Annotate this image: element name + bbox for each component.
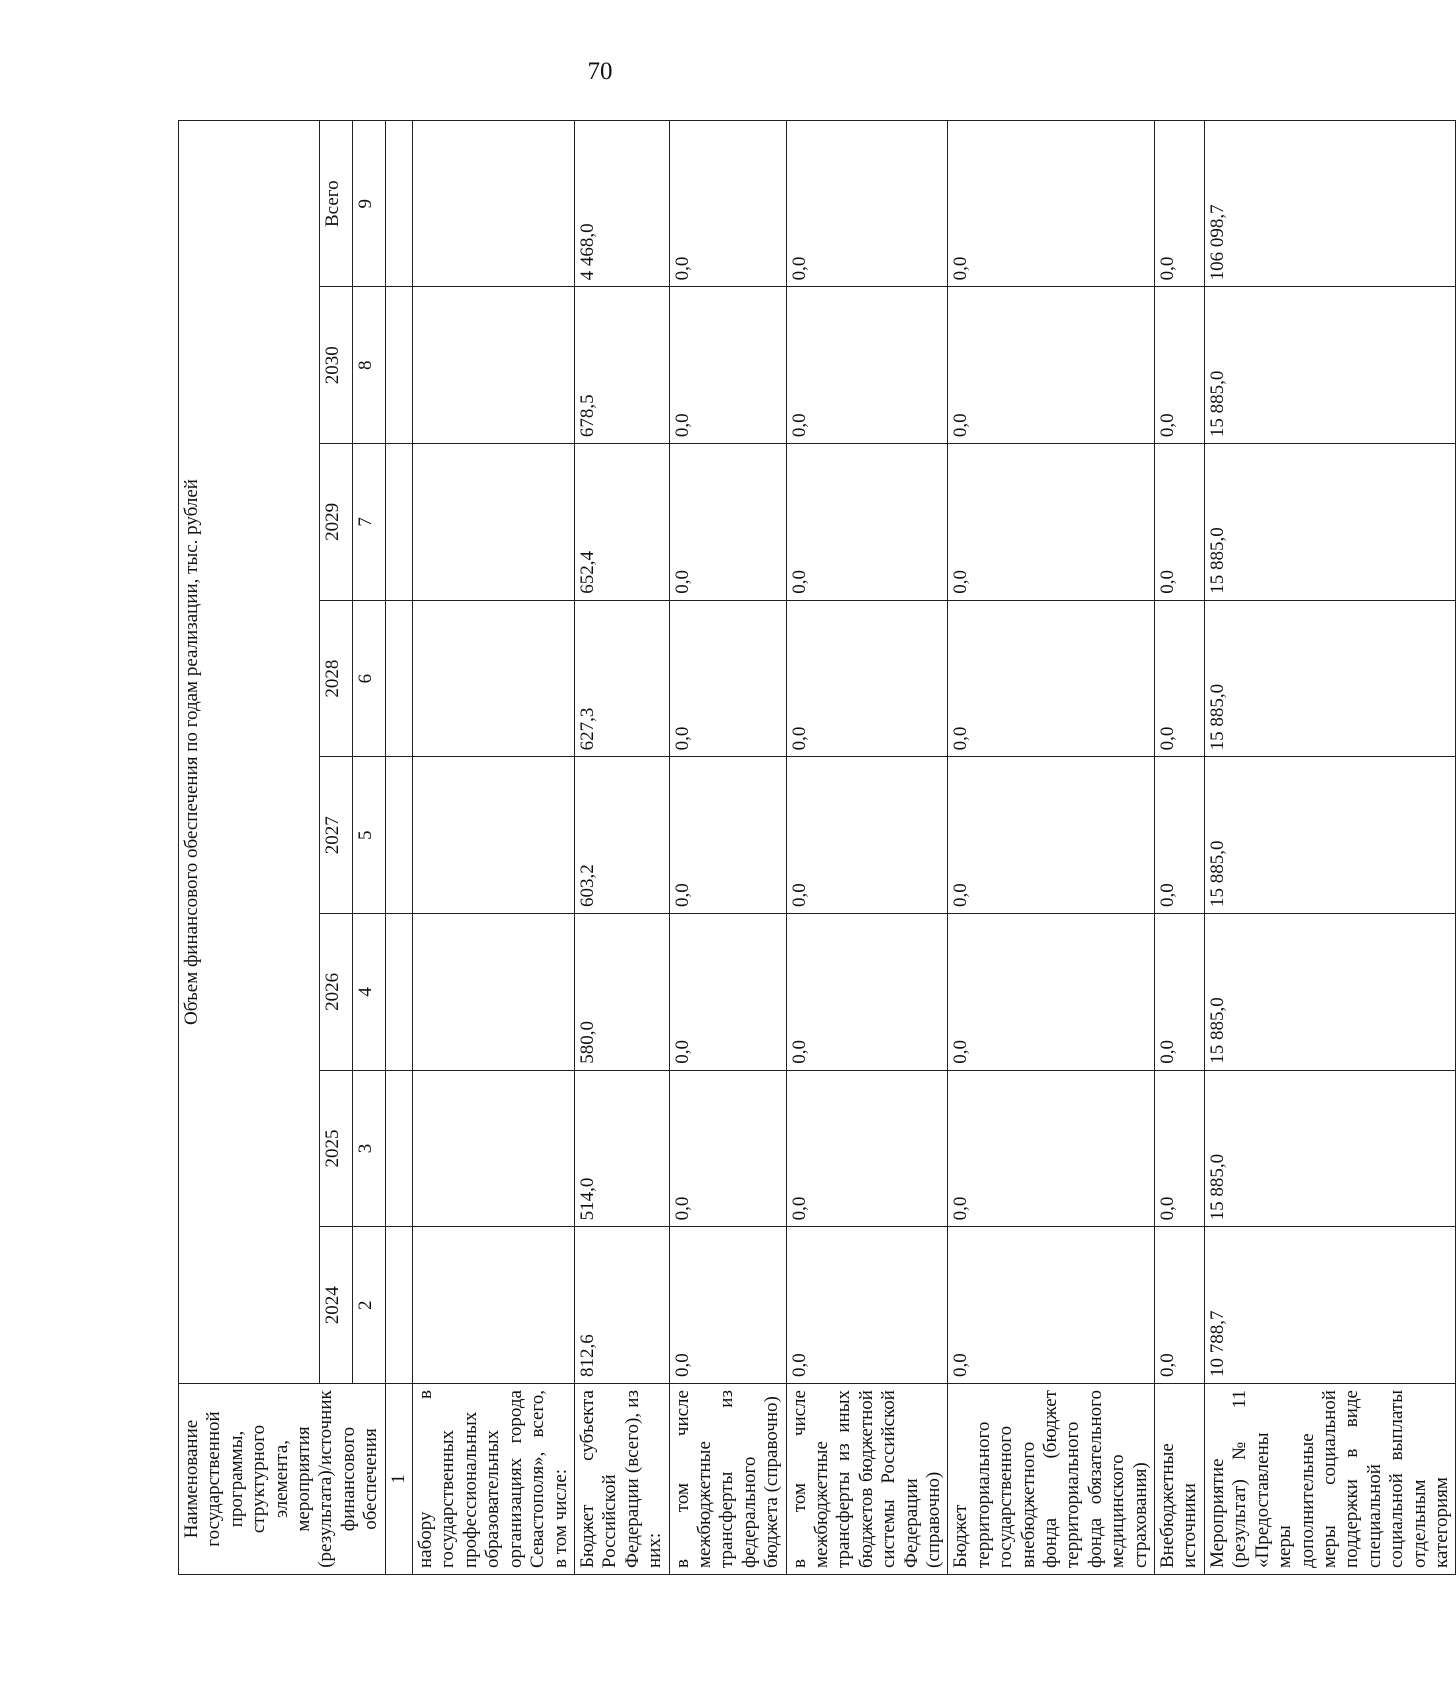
row-value: 603,2 [574,757,669,914]
row-value: 652,4 [574,444,669,601]
year-header-2024: 2024 [320,1227,353,1384]
row-value: 0,0 [948,1227,1155,1384]
row-value [413,287,575,444]
row-value: 0,0 [1155,914,1205,1071]
row-value: 0,0 [786,757,948,914]
year-header-2029: 2029 [320,444,353,601]
row-value: 0,0 [948,121,1155,287]
row-value: 4 468,0 [574,121,669,287]
row-value: 0,0 [1155,121,1205,287]
table-row [574,121,669,1575]
col-index-2: 2 [352,1227,385,1384]
table-cell [385,287,412,444]
row-value [413,914,575,1071]
row-value: 0,0 [669,914,786,1071]
row-value [413,121,575,287]
table-cell [385,1070,412,1227]
row-value: 0,0 [1155,287,1205,444]
col-index-4: 4 [352,914,385,1071]
row-value: 0,0 [669,121,786,287]
row-value: 0,0 [669,1070,786,1227]
row-value: 0,0 [786,444,948,601]
year-header-2025: 2025 [320,1070,353,1227]
row-value: 0,0 [948,600,1155,757]
row-value [413,1070,575,1227]
row-value: 0,0 [786,287,948,444]
year-header-2030: 2030 [320,287,353,444]
col-index-6: 6 [352,600,385,757]
row-value: 15 885,0 [1204,914,1455,1071]
row-value: 0,0 [1155,600,1205,757]
row-value [413,444,575,601]
row-value [413,757,575,914]
row-value: 0,0 [948,1070,1155,1227]
row-value: 0,0 [786,914,948,1071]
row-value: 812,6 [574,1227,669,1384]
row-value: 15 885,0 [1204,287,1455,444]
financing-table [178,120,1456,1575]
table-cell [385,1227,412,1384]
rotated-table-container [178,120,1452,1575]
col-index-3: 3 [352,1070,385,1227]
row-value: 0,0 [669,1227,786,1384]
row-value: 0,0 [669,444,786,601]
row-value [413,600,575,757]
row-value: 0,0 [948,914,1155,1071]
row-value: 15 885,0 [1204,600,1455,757]
row-value: 15 885,0 [1204,757,1455,914]
row-value: 15 885,0 [1204,1070,1455,1227]
row-label: Бюджет территориального государственного внебюджетного фонда (бюджет территориального фонда обязательного медицинского страхования) [948,1384,1155,1575]
row-value: 678,5 [574,287,669,444]
row-label: в том числе межбюджетные трансферты из иных бюджетов бюджетной системы Российской Федерации (справочно) [786,1384,948,1575]
table-cell [385,914,412,1071]
row-value: 0,0 [669,600,786,757]
row-value: 0,0 [669,287,786,444]
row-value: 0,0 [786,121,948,287]
table-row [948,121,1155,1575]
col-index-7: 7 [352,444,385,601]
table-row [1155,121,1205,1575]
row-value: 0,0 [786,1227,948,1384]
row-value: 15 885,0 [1204,444,1455,601]
row-value: 0,0 [1155,1070,1205,1227]
table-cell [385,757,412,914]
row-value: 0,0 [1155,444,1205,601]
table-cell [385,121,412,287]
table-row [669,121,786,1575]
col-index-1: 1 [385,1384,412,1575]
row-value: 10 788,7 [1204,1227,1455,1384]
table-row [1204,121,1455,1575]
table-row [413,121,575,1575]
row-label: в том числе межбюджетные трансферты из федерального бюджета (справочно) [669,1384,786,1575]
row-value: 514,0 [574,1070,669,1227]
row-value: 0,0 [948,287,1155,444]
name-column-header: Наименование государственной программы, структурного элемента, мероприятия (результата)/источник финансового обеспечения [179,1384,386,1575]
row-label: Внебюджетные источники [1155,1384,1205,1575]
row-value: 106 098,7 [1204,121,1455,287]
year-header-2027: 2027 [320,757,353,914]
row-label: набору в государственных профессиональных образовательных организациях города Севастополя», всего, в том числе: [413,1384,575,1575]
page-number: 70 [587,58,613,85]
row-value: 0,0 [948,444,1155,601]
row-label: Бюджет субъекта Российской Федерации (всего), из них: [574,1384,669,1575]
col-index-8: 8 [352,287,385,444]
row-value: 0,0 [786,1070,948,1227]
row-value: 0,0 [669,757,786,914]
year-header-2026: 2026 [320,914,353,1071]
col-index-5: 5 [352,757,385,914]
year-header-total: Всего [320,121,353,287]
row-value: 0,0 [1155,757,1205,914]
volume-header: Объем финансового обеспечения по годам реализации, тыс. рублей [179,121,320,1384]
row-value: 627,3 [574,600,669,757]
table-row [786,121,948,1575]
table-cell [385,600,412,757]
row-value: 580,0 [574,914,669,1071]
row-label: Мероприятие (результат) № 11 «Предоставлены меры дополнительные меры социальной поддержки в виде специальной социальной выплаты отдельным категориям [1204,1384,1455,1575]
col-index-9: 9 [352,121,385,287]
row-value [413,1227,575,1384]
table-cell [385,444,412,601]
row-value: 0,0 [786,600,948,757]
row-value: 0,0 [948,757,1155,914]
row-value: 0,0 [1155,1227,1205,1384]
year-header-2028: 2028 [320,600,353,757]
